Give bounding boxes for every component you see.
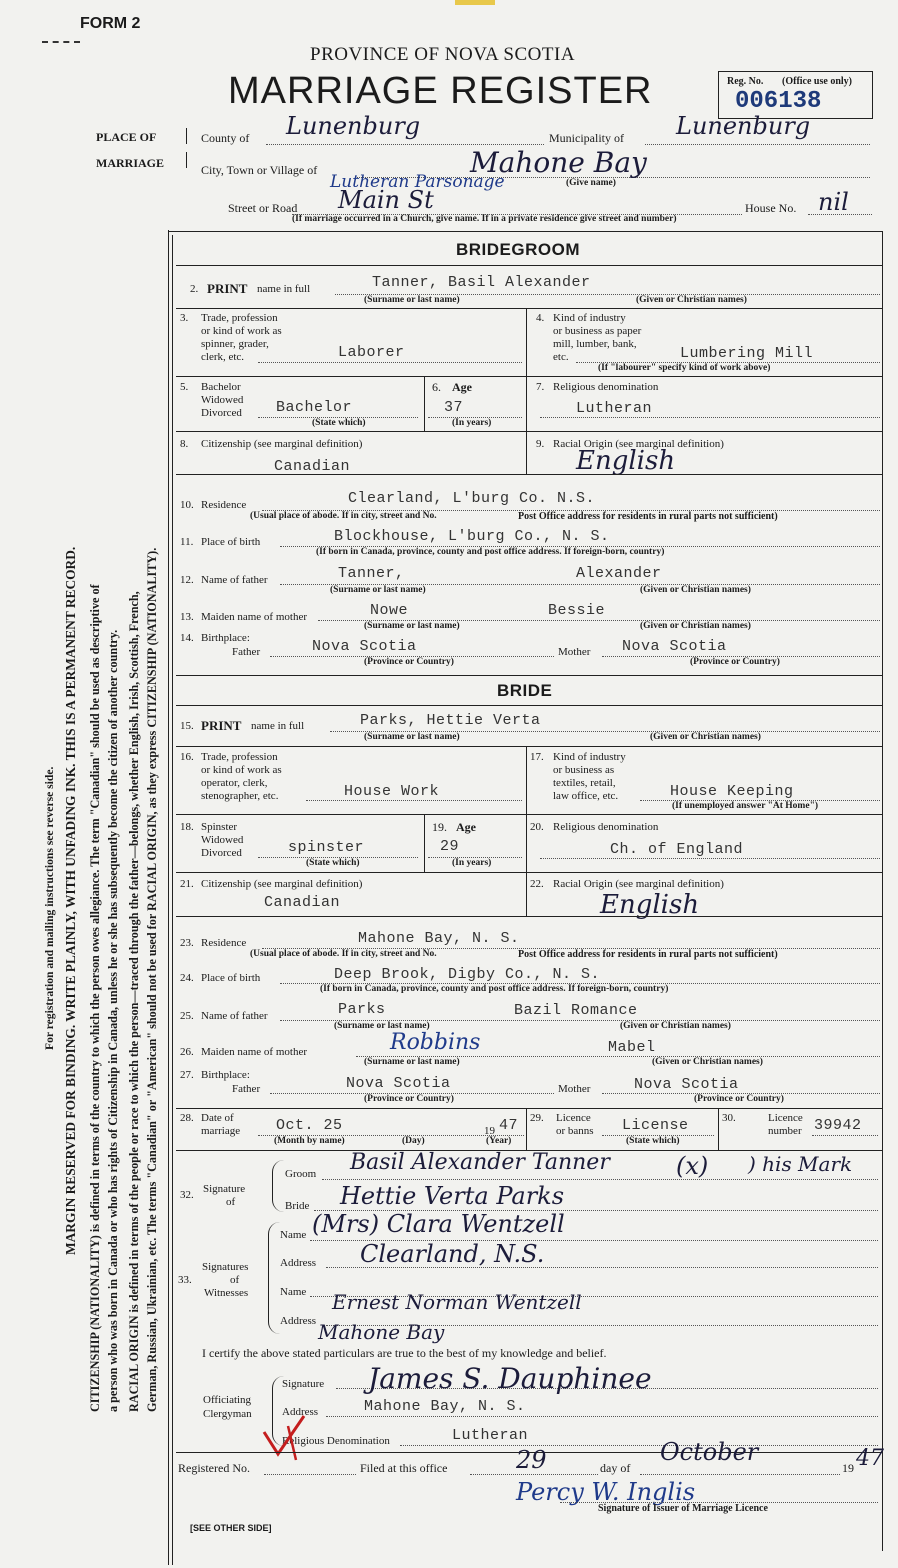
bride-status-caption: (State which)	[306, 858, 360, 868]
bride-heading: BRIDE	[497, 681, 553, 700]
groom-field-14-number: 14.	[180, 632, 194, 644]
bride-racial-value: English	[600, 890, 700, 920]
groom-trade-label-4: clerk, etc.	[201, 351, 245, 363]
bride-bp-mother-label: Mother	[558, 1083, 591, 1095]
field-28-number: 28.	[180, 1112, 194, 1124]
groom-father-surname-caption: (Surname or last name)	[330, 585, 426, 595]
house-value: nil	[818, 188, 849, 216]
his-mark: ) his Mark	[748, 1152, 853, 1176]
groom-field-11-number: 11.	[180, 536, 194, 548]
groom-sig-label: Groom	[285, 1168, 317, 1180]
bride-status-label-1: Spinster	[201, 821, 238, 833]
groom-given-caption: (Given or Christian names)	[636, 295, 747, 305]
bride-father-surname-caption: (Surname or last name)	[334, 1021, 430, 1031]
bride-industry-label-3: textiles, retail,	[553, 777, 616, 789]
filed-month: October	[660, 1438, 759, 1466]
reg-label: Reg. No.	[727, 76, 764, 87]
groom-birthplace-note: (If born in Canada, province, county and post office address. If foreign-born, country)	[316, 547, 665, 557]
bride-field-26-number: 26.	[180, 1046, 194, 1058]
groom-name-value: Tanner, Basil Alexander	[372, 274, 591, 291]
church-value: Lutheran Parsonage	[330, 172, 505, 192]
groom-surname-caption: (Surname or last name)	[364, 295, 460, 305]
form-number: FORM 2	[80, 15, 141, 32]
groom-status-label-1: Bachelor	[201, 381, 241, 393]
bride-field-15-number: 15.	[180, 720, 194, 732]
day-caption: (Day)	[402, 1136, 425, 1146]
bride-religion-line	[540, 858, 880, 859]
bride-field-18-number: 18.	[180, 821, 194, 833]
licence-no-label-1: Licence	[768, 1112, 803, 1124]
street-label: Street or Road	[228, 201, 298, 215]
form-title: MARRIAGE REGISTER	[228, 70, 653, 112]
col-divider	[526, 1108, 527, 1150]
groom-field-4-number: 4.	[536, 312, 545, 324]
witness1-name-label: Name	[280, 1229, 307, 1241]
date-label-1: Date of	[201, 1112, 234, 1124]
month-caption: (Month by name)	[274, 1136, 345, 1146]
margin-line-1: For registration and mailing instructions see reverse side.	[43, 766, 56, 1050]
bride-father-surname: Parks	[338, 1001, 386, 1018]
groom-industry-label-2: or business as paper	[553, 325, 642, 337]
place-heading-2: MARRIAGE	[96, 156, 164, 170]
registered-label: Registered No.	[178, 1461, 250, 1475]
bride-citizenship-label: Citizenship (see marginal definition)	[201, 878, 363, 890]
witness1-name: (Mrs) Clara Wentzell	[312, 1210, 565, 1238]
witness1-address-label: Address	[280, 1257, 317, 1269]
bride-trade-label-1: Trade, profession	[201, 751, 278, 763]
bride-trade-label-4: stenographer, etc.	[201, 790, 279, 802]
bride-age-value: 29	[440, 838, 460, 855]
groom-mother-surname-caption: (Surname or last name)	[364, 621, 460, 631]
field-30-number: 30.	[722, 1112, 736, 1124]
bride-residence-note: (Usual place of abode. If in city, street and No.	[250, 949, 437, 959]
bride-bp-label: Birthplace:	[201, 1069, 250, 1081]
bride-field-21-number: 21.	[180, 878, 194, 890]
municipality-value: Lunenburg	[676, 112, 811, 140]
clergy-address: Mahone Bay, N. S.	[364, 1398, 526, 1415]
year-caption: (Year)	[486, 1136, 512, 1146]
bride-industry-label-4: law office, etc.	[553, 790, 619, 802]
rule	[176, 265, 882, 266]
groom-field-3-number: 3.	[180, 312, 189, 324]
groom-mother-label: Maiden name of mother	[201, 611, 307, 623]
province-heading: PROVINCE OF NOVA SCOTIA	[310, 44, 576, 65]
groom-religion-line	[540, 417, 880, 418]
bride-field-25-number: 25.	[180, 1010, 194, 1022]
bride-status-label-2: Widowed	[201, 834, 244, 846]
red-check-mark	[260, 1412, 316, 1466]
bride-residence-value: Mahone Bay, N. S.	[358, 930, 520, 947]
frame-top	[168, 231, 883, 232]
groom-age-value: 37	[444, 399, 464, 416]
municipality-label: Municipality of	[549, 131, 624, 145]
sig-label-2: of	[226, 1196, 236, 1208]
groom-bp-father-label: Father	[232, 646, 261, 658]
groom-field-9-number: 9.	[536, 438, 545, 450]
bride-field-24-number: 24.	[180, 972, 194, 984]
col-divider	[526, 308, 527, 474]
bride-mother-surname: Robbins	[390, 1030, 481, 1055]
groom-field-5-number: 5.	[180, 381, 189, 393]
groom-field-7-number: 7.	[536, 381, 545, 393]
groom-birthplace-label: Place of birth	[201, 536, 261, 548]
bride-print-label: PRINT	[201, 718, 242, 733]
bride-field-22-number: 22.	[530, 878, 544, 890]
groom-mother-given-caption: (Given or Christian names)	[640, 621, 751, 631]
groom-field-6-number: 6.	[432, 380, 441, 394]
filed-year-prefix: 19	[842, 1461, 854, 1475]
groom-status-label-2: Widowed	[201, 394, 244, 406]
reg-number: 006138	[735, 88, 822, 115]
groom-sig-line	[322, 1179, 878, 1180]
groom-industry-label-3: mill, lumber, bank,	[553, 338, 637, 350]
rule	[176, 376, 882, 377]
groom-name-label: name in full	[257, 283, 311, 295]
field-32-number: 32.	[180, 1189, 194, 1201]
col-divider	[424, 814, 425, 872]
bride-residence-label: Residence	[201, 937, 247, 949]
licence-no-label-2: number	[768, 1125, 802, 1137]
rule	[176, 916, 882, 917]
bride-trade-label-2: or kind of work as	[201, 764, 282, 776]
groom-racial-value: English	[576, 446, 676, 476]
place-note: (If marriage occurred in a Church, give name. If in a private residence give street and number)	[292, 214, 677, 224]
bride-name-value: Parks, Hettie Verta	[360, 712, 541, 729]
groom-status-value: Bachelor	[276, 399, 353, 416]
bride-residence-note-bold: Post Office address for residents in rural parts not sufficient)	[518, 949, 778, 960]
bride-status-label-3: Divorced	[201, 847, 242, 859]
groom-bp-mother-value: Nova Scotia	[622, 638, 727, 655]
groom-bp-mother-caption: (Province or Country)	[690, 657, 780, 667]
licence-value: License	[622, 1117, 689, 1134]
date-label-2: marriage	[201, 1125, 241, 1137]
groom-religion-value: Lutheran	[576, 400, 653, 417]
clergy-religion-line	[400, 1445, 878, 1446]
municipality-line	[645, 144, 870, 145]
bride-surname-caption: (Surname or last name)	[364, 732, 460, 742]
registered-line	[264, 1474, 356, 1475]
groom-field-13-number: 13.	[180, 611, 194, 623]
licence-no-line	[812, 1135, 878, 1136]
bride-industry-note: (If unemployed answer "At Home")	[672, 801, 819, 811]
bride-mother-surname-caption: (Surname or last name)	[364, 1057, 460, 1067]
bride-trade-line	[306, 800, 522, 801]
county-label: County of	[201, 131, 250, 145]
bride-birthplace-label: Place of birth	[201, 972, 261, 984]
margin-line-3: CITIZENSHIP (NATIONALITY) is defined in terms of the country to which the person owes allegiance. The term "Canadian" should be used as descriptive of	[88, 584, 102, 1412]
licence-caption: (State which)	[626, 1136, 680, 1146]
bride-field-27-number: 27.	[180, 1069, 194, 1081]
bride-citizenship-value: Canadian	[264, 894, 341, 911]
bride-given-caption: (Given or Christian names)	[650, 732, 761, 742]
frame-left-inner	[172, 235, 173, 1565]
groom-residence-label: Residence	[201, 499, 247, 511]
rule	[176, 308, 882, 309]
filed-label: Filed at this office	[360, 1461, 448, 1475]
groom-print-label: PRINT	[207, 281, 248, 296]
groom-industry-note: (If "labourer" specify kind of work above)	[598, 363, 771, 373]
day-of-label: day of	[600, 1461, 631, 1475]
witness2-address: Mahone Bay	[318, 1320, 445, 1344]
header-dash	[42, 41, 80, 43]
city-label: City, Town or Village of	[201, 163, 318, 177]
bride-father-given-caption: (Given or Christian names)	[620, 1021, 731, 1031]
col-divider	[526, 746, 527, 916]
certify-text: I certify the above stated particulars are true to the best of my knowledge and belief.	[202, 1346, 607, 1360]
bride-name-label: name in full	[251, 720, 305, 732]
groom-age-caption: (In years)	[452, 418, 492, 428]
bride-religion-label: Religious denomination	[553, 821, 659, 833]
witness-label-2: of	[230, 1274, 240, 1286]
groom-birthplace-value: Blockhouse, L'burg Co., N. S.	[334, 528, 610, 545]
clergy-signature: James S. Dauphinee	[368, 1362, 652, 1395]
filed-day-line	[470, 1474, 598, 1475]
bride-father-given: Bazil Romance	[514, 1002, 638, 1019]
groom-signature: Basil Alexander Tanner	[350, 1150, 610, 1175]
bride-field-19-number: 19.	[432, 820, 447, 834]
bride-bp-father-value: Nova Scotia	[346, 1075, 451, 1092]
bride-age-caption: (In years)	[452, 858, 492, 868]
margin-line-5: RACIAL ORIGIN is defined in terms of the people or race to which the person—traced through the father—belongs, whether English, Irish, Scottish, French,	[127, 591, 141, 1412]
margin-line-4: a person who was born in Canada or who has rights of Citizenship in Canada, unless he or she has subsequently become the citizen of another country.	[106, 629, 120, 1412]
house-label: House No.	[745, 201, 797, 215]
city-value: Mahone Bay	[470, 146, 647, 179]
rule	[176, 705, 882, 706]
filed-month-line	[640, 1474, 840, 1475]
groom-father-given-caption: (Given or Christian names)	[640, 585, 751, 595]
bride-racial-label: Racial Origin (see marginal definition)	[553, 878, 724, 890]
groom-bp-mother-label: Mother	[558, 646, 591, 658]
clergy-address-line	[326, 1416, 878, 1417]
groom-citizenship-label: Citizenship (see marginal definition)	[201, 438, 363, 450]
groom-bp-label: Birthplace:	[201, 632, 250, 644]
groom-trade-label-1: Trade, profession	[201, 312, 278, 324]
rule	[176, 872, 882, 873]
licence-label-2: or banns	[556, 1125, 594, 1137]
groom-residence-note-bold: Post Office address for residents in rural parts not sufficient)	[518, 511, 778, 522]
issuer-signature: Percy W. Inglis	[516, 1478, 696, 1506]
col-divider	[718, 1108, 719, 1150]
witness-label-1: Signatures	[202, 1261, 249, 1273]
county-value: Lunenburg	[286, 112, 421, 140]
bride-birthplace-note: (If born in Canada, province, county and post office address. If foreign-born, country)	[320, 984, 669, 994]
issuer-caption: Signature of Issuer of Marriage Licence	[598, 1503, 768, 1514]
frame-left-outer	[168, 230, 169, 1565]
bride-trade-label-3: operator, clerk,	[201, 777, 268, 789]
groom-trade-label-2: or kind of work as	[201, 325, 282, 337]
field-33-number: 33.	[178, 1274, 192, 1286]
groom-field-8-number: 8.	[180, 438, 189, 450]
groom-field-2-number: 2.	[190, 283, 199, 295]
bride-mother-given: Mabel	[608, 1039, 656, 1056]
office-use-label: (Office use only)	[782, 76, 852, 87]
licence-no-value: 39942	[814, 1117, 862, 1134]
bride-trade-value: House Work	[344, 783, 440, 800]
bride-signature: Hettie Verta Parks	[340, 1182, 565, 1210]
rule	[176, 1108, 882, 1109]
sig-label-1: Signature	[203, 1183, 246, 1195]
groom-racial-label: Racial Origin (see marginal definition)	[553, 438, 724, 450]
groom-trade-label-3: spinner, grader,	[201, 338, 269, 350]
rule	[176, 814, 882, 815]
col-divider	[424, 376, 425, 431]
witness1-address: Clearland, N.S.	[360, 1240, 545, 1268]
clergy-religion-label: Religious Denomination	[282, 1435, 390, 1447]
bride-religion-value: Ch. of England	[610, 841, 744, 858]
groom-mother-surname: Nowe	[370, 602, 409, 619]
bride-father-label: Name of father	[201, 1010, 268, 1022]
groom-father-given: Alexander	[576, 565, 662, 582]
groom-industry-value: Lumbering Mill	[680, 345, 814, 362]
groom-religion-label: Religious denomination	[553, 381, 659, 393]
groom-mother-given: Bessie	[548, 602, 606, 619]
bride-bp-father-caption: (Province or Country)	[364, 1094, 454, 1104]
margin-line-2: MARGIN RESERVED FOR BINDING. WRITE PLAINLY, WITH UNFADING INK. THIS IS A PERMANENT RECORD.	[63, 546, 78, 1255]
bride-bp-mother-caption: (Province or Country)	[694, 1094, 784, 1104]
bride-age-label: Age	[456, 820, 476, 834]
groom-industry-label-4: etc.	[553, 351, 569, 363]
margin-line-6: German, Russian, Ukrainian, etc. The terms "Canadian" or "American" should not be used for RACIAL ORIGIN, as they express CITIZENSHIP (NATIONALITY).	[145, 547, 159, 1412]
place-heading-1: PLACE OF	[96, 130, 157, 144]
groom-residence-value: Clearland, L'burg Co. N.S.	[348, 490, 596, 507]
bride-status-value: spinster	[288, 839, 365, 856]
rule	[176, 675, 882, 676]
field-29-number: 29.	[530, 1112, 544, 1124]
witness2-name: Ernest Norman Wentzell	[332, 1290, 582, 1314]
groom-citizenship-value: Canadian	[274, 458, 351, 475]
rule	[176, 431, 882, 432]
bride-sig-label: Bride	[285, 1200, 310, 1212]
frame-right	[882, 231, 883, 1551]
year-prefix: 19	[484, 1125, 495, 1137]
clergy-signature-label: Signature	[282, 1378, 325, 1390]
bride-bp-father-label: Father	[232, 1083, 261, 1095]
groom-status-caption: (State which)	[312, 418, 366, 428]
filed-year: 47	[856, 1446, 884, 1471]
groom-mark: (x)	[676, 1152, 709, 1180]
bride-bp-mother-value: Nova Scotia	[634, 1076, 739, 1093]
groom-residence-note: (Usual place of abode. If in city, street and No.	[250, 511, 437, 521]
filed-day: 29	[516, 1446, 547, 1474]
groom-heading: BRIDEGROOM	[456, 240, 580, 259]
bride-birthplace-value: Deep Brook, Digby Co., N. S.	[334, 966, 601, 983]
groom-father-surname: Tanner,	[338, 565, 405, 582]
groom-industry-label-1: Kind of industry	[553, 312, 626, 324]
groom-bp-father-caption: (Province or Country)	[364, 657, 454, 667]
groom-father-label: Name of father	[201, 574, 268, 586]
brace	[178, 128, 187, 144]
bride-industry-value: House Keeping	[670, 783, 794, 800]
licence-label-1: Licence	[556, 1112, 591, 1124]
rule	[176, 746, 882, 747]
binding-tape	[455, 0, 495, 5]
witness2-address-label: Address	[280, 1315, 317, 1327]
groom-age-label: Age	[452, 380, 472, 394]
bride-mother-given-caption: (Given or Christian names)	[652, 1057, 763, 1067]
groom-field-10-number: 10.	[180, 499, 194, 511]
marriage-month-day: Oct. 25	[276, 1117, 343, 1134]
marriage-year: 47	[499, 1117, 519, 1134]
see-other-side: [SEE OTHER SIDE]	[190, 1523, 272, 1533]
witness-label-3: Witnesses	[204, 1287, 249, 1299]
groom-field-12-number: 12.	[180, 574, 194, 586]
bride-field-23-number: 23.	[180, 937, 194, 949]
bride-mother-label: Maiden name of mother	[201, 1046, 307, 1058]
brace-lower	[178, 152, 187, 168]
bride-field-20-number: 20.	[530, 821, 544, 833]
clergy-religion: Lutheran	[452, 1427, 529, 1444]
clergy-label-2: Clergyman	[203, 1408, 252, 1420]
groom-status-label-3: Divorced	[201, 407, 242, 419]
give-name-caption: (Give name)	[566, 178, 616, 188]
groom-bp-father-value: Nova Scotia	[312, 638, 417, 655]
groom-trade-line	[258, 362, 522, 363]
groom-trade-value: Laborer	[338, 344, 405, 361]
bride-field-16-number: 16.	[180, 751, 194, 763]
county-line	[266, 144, 544, 145]
clergy-address-label: Address	[282, 1406, 319, 1418]
rule	[176, 474, 882, 475]
bride-industry-label-1: Kind of industry	[553, 751, 626, 763]
street-value: Main St	[338, 186, 434, 214]
bride-field-17-number: 17.	[530, 751, 544, 763]
witness2-name-label: Name	[280, 1286, 307, 1298]
clergy-label-1: Officiating	[203, 1394, 252, 1406]
bride-industry-label-2: or business as	[553, 764, 615, 776]
